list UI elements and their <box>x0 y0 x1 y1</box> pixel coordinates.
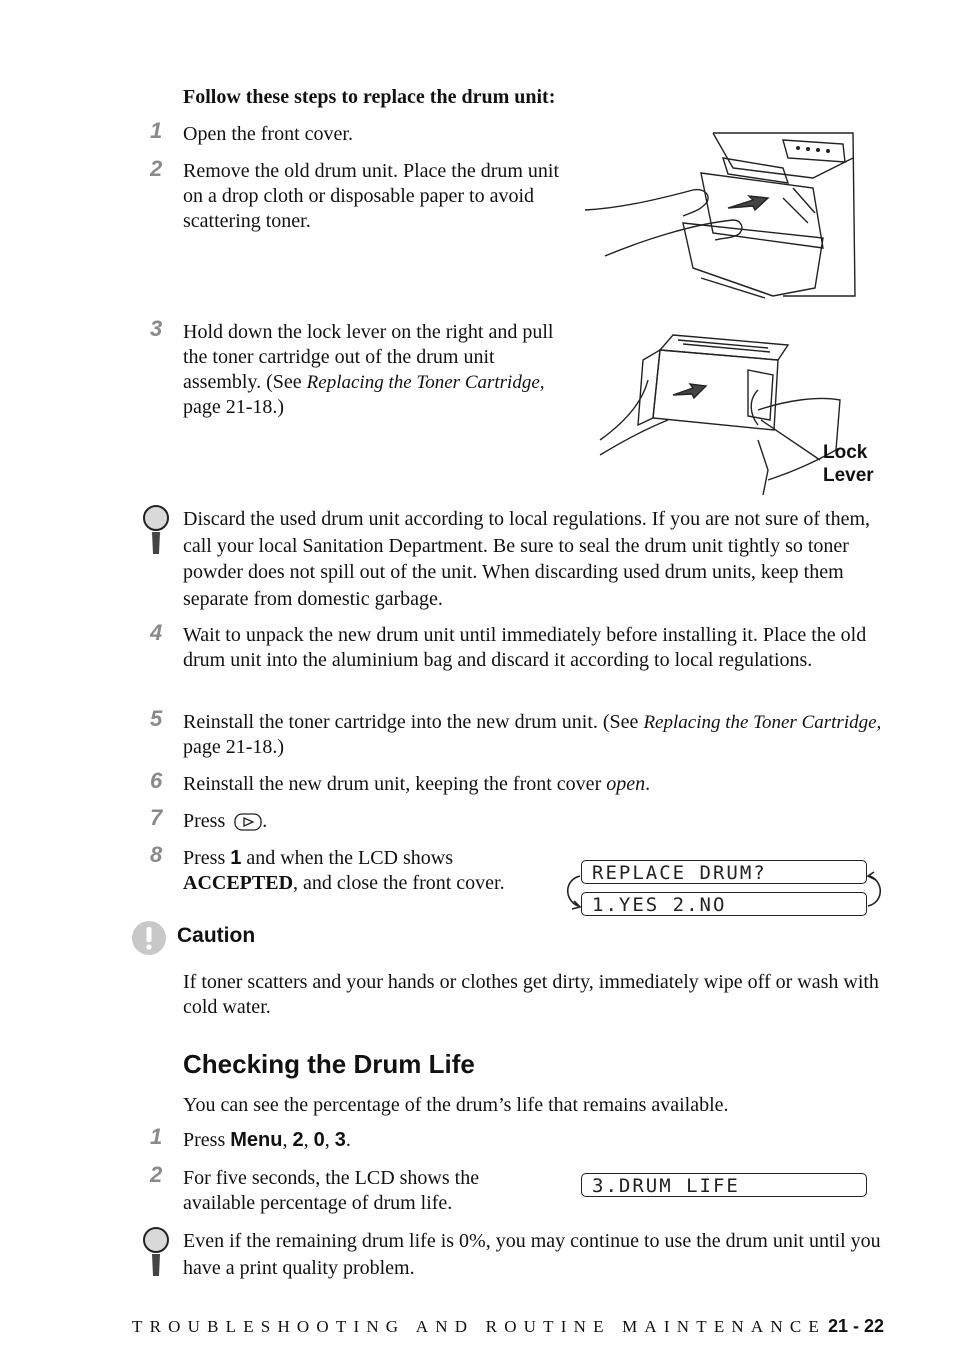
step-text: Open the front cover. <box>183 123 353 145</box>
section-title: Checking the Drum Life <box>183 1049 475 1079</box>
step-text: Press Menu, 2, 0, 3. <box>183 1129 351 1151</box>
lcd-cycle-arrow-left-icon <box>560 866 584 916</box>
lcd-cycle-arrow-right-icon <box>864 866 888 916</box>
step-number: 5 <box>150 706 163 731</box>
caution-text: If toner scatters and your hands or clothes get dirty, immediately wipe off or wash with cold water. <box>183 971 879 1018</box>
step-number: 6 <box>150 768 163 793</box>
intro-heading: Follow these steps to replace the drum unit: <box>183 86 556 108</box>
step-text: For five seconds, the LCD shows the available percentage of drum life. <box>183 1167 480 1214</box>
toner-removal-illustration <box>598 330 843 495</box>
step-number: 2 <box>150 1162 163 1187</box>
note-text: Discard the used drum unit according to local regulations. If you are not sure of them, call your local Sanitation Department. Be sure to seal the drum unit tightly so toner powder does not spill out of the unit. When discarding used drum units, keep them separate from domestic garbage. <box>183 508 871 610</box>
lcd-line-1: REPLACE DRUM? <box>581 860 867 884</box>
section-intro: You can see the percentage of the drum’s life that remains available. <box>183 1094 729 1116</box>
lock-lever-label: Lock Lever <box>823 442 874 486</box>
step-text: Press . <box>183 810 268 832</box>
caution-title: Caution <box>177 924 256 947</box>
step-text: Reinstall the new drum unit, keeping the front cover open. <box>183 773 651 795</box>
magnifier-note-icon <box>141 504 173 556</box>
remove-drum-illustration <box>583 128 858 300</box>
step-number: 8 <box>150 842 163 867</box>
step-text: Press 1 and when the LCD shows ACCEPTED, and close the front cover. <box>183 847 505 894</box>
play-key-icon <box>234 812 262 832</box>
exclamation-caution-icon <box>131 920 167 956</box>
step-number: 3 <box>150 316 163 341</box>
step-number: 2 <box>150 156 163 181</box>
step-number: 4 <box>150 620 163 645</box>
step-number: 1 <box>150 118 163 143</box>
step-number: 7 <box>150 805 163 830</box>
step-text: Remove the old drum unit. Place the drum unit on a drop cloth or disposable paper to avoid scattering toner. <box>183 160 560 232</box>
note-text: Even if the remaining drum life is 0%, you may continue to use the drum unit until you have a print quality problem. <box>183 1230 881 1279</box>
step-text: Wait to unpack the new drum unit until immediately before installing it. Place the old drum unit into the aluminium bag and discard it according to local regulations. <box>183 624 867 671</box>
footer-chapter: TROUBLESHOOTING AND ROUTINE MAINTENANCE <box>132 1317 826 1336</box>
lcd-line-2: 1.YES 2.NO <box>581 892 867 916</box>
magnifier-note-icon <box>141 1226 173 1278</box>
page-number: 21 - 22 <box>828 1316 885 1336</box>
lcd-drum-life: 3.DRUM LIFE <box>581 1173 867 1197</box>
step-text: Hold down the lock lever on the right and pull the toner cartridge out of the drum unit assembly. (See Replacing the Toner Cartridge, page 21-18.) <box>183 321 554 418</box>
step-text: Reinstall the toner cartridge into the new drum unit. (See Replacing the Toner Cartridge, page 21-18.) <box>183 711 882 758</box>
step-number: 1 <box>150 1124 163 1149</box>
